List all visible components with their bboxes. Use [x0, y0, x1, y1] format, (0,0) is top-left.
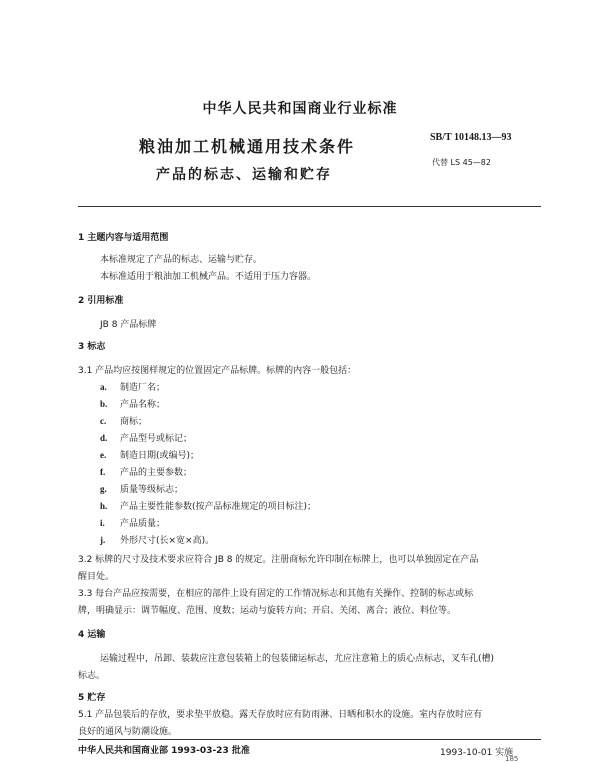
- clause-3-3-line-1: 3.3 每台产品应按需要，在相应的部件上设有固定的工作情况标志和其他有关操作、控制的标志或标: [78, 589, 474, 599]
- list-item-key: c.: [100, 416, 107, 426]
- section-2-heading: 2 引用标准: [78, 296, 124, 306]
- document-title: 粮油加工机械通用技术条件: [139, 137, 356, 156]
- clause-3-1: 3.1 产品均应按图样规定的位置固定产品标牌。标牌的内容一般包括：: [78, 366, 357, 376]
- list-item: [100, 516, 165, 529]
- list-item-key: e.: [100, 450, 107, 460]
- list-item: [100, 380, 165, 393]
- list-item-key: b.: [100, 399, 108, 409]
- section-3-heading: 3 标志: [78, 342, 106, 352]
- list-item-text: 外形尺寸(长×宽×高)。: [120, 536, 215, 546]
- footer-divider: [78, 739, 541, 740]
- list-item-text: 产品质量；: [120, 519, 166, 529]
- replaces-note: 代替 LS 45—82: [432, 158, 491, 167]
- header-divider: [78, 206, 541, 207]
- list-item-key: f.: [100, 467, 106, 477]
- section-4-line-1: 运输过程中，吊卸、装载应注意包装箱上的包装储运标志，尤应注意箱上的质心点标志，叉车孔(槽): [100, 654, 495, 664]
- section-4-heading: 4 运输: [78, 630, 106, 640]
- section-5-heading: 5 贮存: [78, 693, 106, 703]
- page-number: 185: [505, 755, 519, 763]
- list-item-text: 商标；: [120, 417, 148, 427]
- section-1-heading: 1 主题内容与适用范围: [78, 233, 169, 243]
- section-2-reference: JB 8 产品标牌: [100, 320, 157, 330]
- effective-date: 1993-10-01 实施: [440, 748, 514, 758]
- clause-5-1-line-1: 5.1 产品包装后的存放，要求垫平放稳。露天存放时应有防雨淋、日晒和积水的设施。室内存放时应有: [78, 710, 483, 720]
- list-item-text: 产品型号或标记；: [120, 434, 193, 444]
- list-item: [100, 448, 199, 461]
- document-subtitle: 产品的标志、运输和贮存: [156, 167, 332, 183]
- list-item: [100, 533, 214, 546]
- list-item: [100, 431, 192, 444]
- list-item: [100, 482, 183, 495]
- list-item: [100, 499, 316, 512]
- list-item: [100, 414, 147, 427]
- section-4-line-2: 标志。: [78, 671, 106, 681]
- list-item-key: g.: [100, 484, 107, 494]
- list-item-key: a.: [100, 382, 107, 392]
- list-item: [100, 465, 192, 478]
- list-item-text: 质量等级标志；: [120, 485, 184, 495]
- standard-category: 中华人民共和国商业行业标准: [202, 101, 398, 117]
- list-item-text: 制造日期(或编号)；: [120, 451, 200, 461]
- list-item-text: 产品主要性能参数(按产品标准规定的项目标注)；: [120, 502, 317, 512]
- list-item-text: 制造厂名；: [120, 383, 166, 393]
- list-item-key: h.: [100, 501, 108, 511]
- list-item-key: i.: [100, 518, 105, 528]
- list-item: [100, 397, 165, 410]
- section-1-paragraph-2: 本标准适用于粮油加工机械产品。不适用于压力容器。: [100, 272, 317, 282]
- list-item-text: 产品的主要参数；: [120, 468, 193, 478]
- clause-3-3-line-2: 牌，明确显示：调节幅度、范围、度数；运动与旋转方向；开启、关闭、离合；液位、料位等。: [78, 606, 457, 616]
- clause-5-1-line-2: 良好的通风与防潮设施。: [78, 727, 178, 737]
- clause-3-2-line-1: 3.2 标牌的尺寸及技术要求应符合 JB 8 的规定。注册商标允许印制在标牌上，也可以单独固定在产品: [78, 555, 479, 565]
- list-item-key: d.: [100, 433, 108, 443]
- section-1-paragraph-1: 本标准规定了产品的标志、运输与贮存。: [100, 255, 263, 265]
- clause-3-2-line-2: 醒目处。: [78, 572, 115, 582]
- list-item-text: 产品名称；: [120, 400, 166, 410]
- standard-code: SB/T 10148.13—93: [430, 132, 512, 143]
- list-item-key: j.: [100, 535, 106, 545]
- approval-note: 中华人民共和国商业部 1993-03-23 批准: [78, 746, 250, 756]
